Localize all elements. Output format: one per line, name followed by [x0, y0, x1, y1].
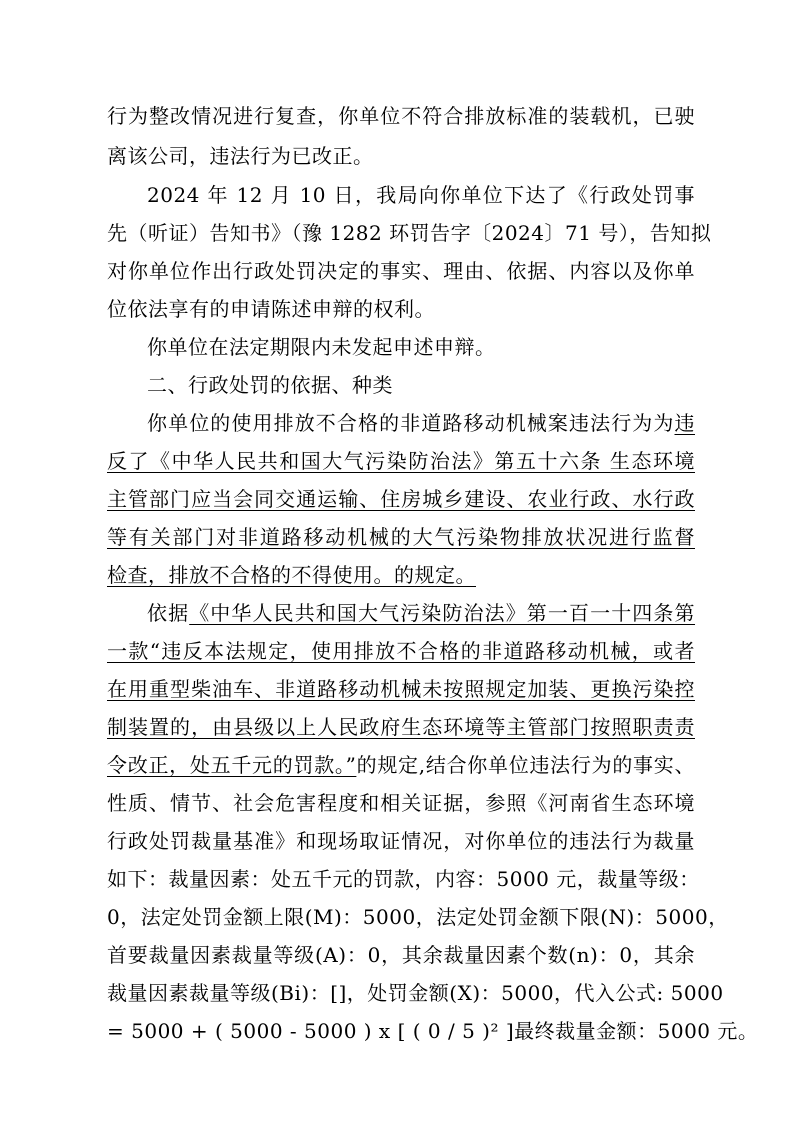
text-line: 先（听证）告知书》（豫 1282 环罚告字〔2024〕71 号），告知拟 — [107, 221, 712, 245]
underlined-line: 制装置的，由县级以上人民政府生态环境等主管部门按照职责责 — [107, 715, 695, 739]
text-line — [107, 750, 695, 780]
text-line: 2024 年 12 月 10 日，我局向你单位下达了《行政处罚事 — [147, 183, 695, 207]
text-line: = 5000 + ( 5000 - 5000 ) x [ ( 0 / 5 )² ]最终裁量金额：5000 元。 — [107, 1019, 759, 1043]
underlined-line: 在用重型柴油车、非道路移动机械未按照规定加装、更换污染控 — [107, 677, 695, 701]
text-line: 你单位在法定期限内未发起申述申辩。 — [147, 335, 496, 359]
text-span: 的规定,结合你单位违法行为的事实、 — [356, 753, 696, 777]
text-line: 行政处罚裁量基准》和现场取证情况，对你单位的违法行为裁量 — [107, 829, 695, 853]
text-line — [147, 598, 695, 628]
underlined-line: 等有关部门对非道路移动机械的大气污染物排放状况进行监督 — [107, 525, 695, 549]
text-line: 如下：裁量因素：处五千元的罚款，内容：5000 元，裁量等级： — [107, 867, 700, 891]
text-line: 首要裁量因素裁量等级(A)：0，其余裁量因素个数(n)：0，其余 — [107, 943, 695, 967]
text-line: 性质、情节、社会危害程度和相关证据，参照《河南省生态环境 — [107, 791, 695, 815]
text-line: 行为整改情况进行复查，你单位不符合排放标准的装载机，已驶 — [107, 104, 695, 128]
text-line — [147, 408, 695, 438]
text-line: 位依法享有的申请陈述申辩的权利。 — [107, 297, 435, 321]
underlined-text: 《中华人民共和国大气污染防治法》第一百一十四条第 — [189, 601, 696, 625]
underlined-line: 检查，排放不合格的不得使用。的规定。 — [107, 563, 476, 587]
underlined-line: 主管部门应当会同交通运输、住房城乡建设、农业行政、水行政 — [107, 487, 695, 511]
underlined-line: 反了《中华人民共和国大气污染防治法》第五十六条 生态环境 — [107, 449, 695, 473]
underlined-text: 违 — [674, 411, 695, 435]
underlined-text: 令改正，处五千元的罚款。” — [107, 753, 357, 777]
text-line: 离该公司，违法行为已改正。 — [107, 144, 374, 168]
text-span: 你单位的使用排放不合格的非道路移动机械案违法行为为 — [147, 411, 675, 435]
text-line: 裁量因素裁量等级(Bi)：[]，处罚金额(X)：5000，代入公式: 5000 — [107, 981, 724, 1005]
text-line: 对你单位作出行政处罚决定的事实、理由、依据、内容以及你单 — [107, 259, 695, 283]
text-span: 依据 — [147, 601, 190, 625]
underlined-line: 一款“违反本法规定，使用排放不合格的非道路移动机械，或者 — [107, 639, 695, 663]
section-heading: 二、行政处罚的依据、种类 — [147, 373, 393, 397]
text-line: 0，法定处罚金额上限(M)：5000，法定处罚金额下限(N)：5000， — [107, 905, 729, 929]
